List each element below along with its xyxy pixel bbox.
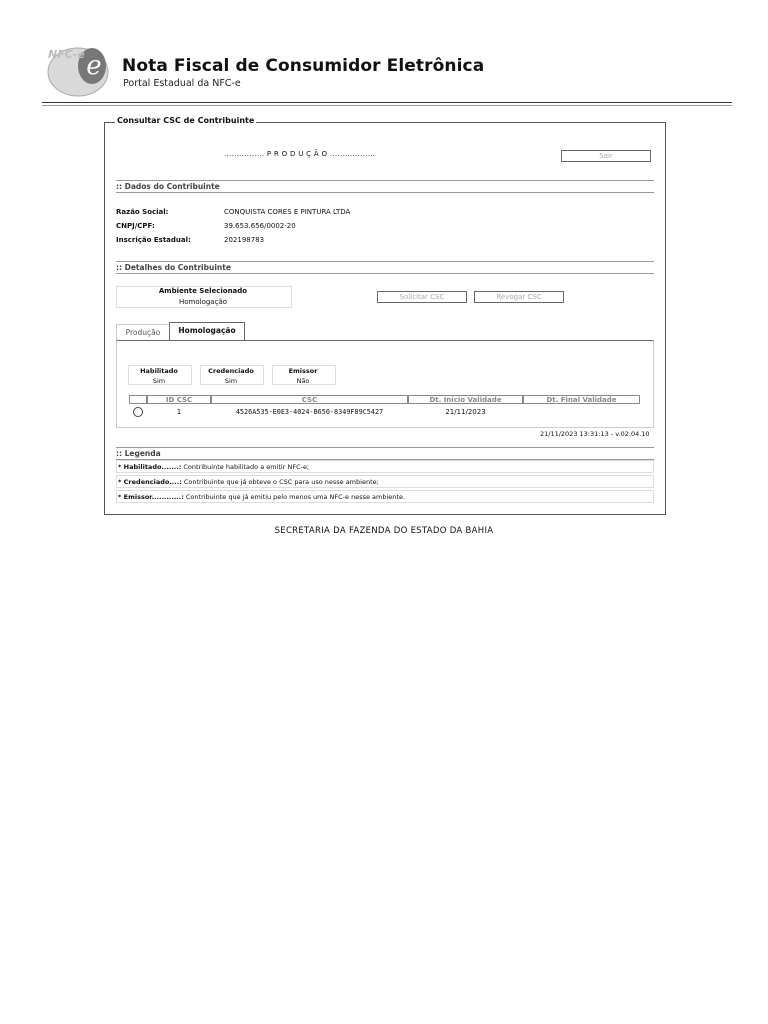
tab-producao[interactable]: Produção: [116, 324, 169, 341]
legend-desc: Contribuinte habilitado a emitir NFC-e;: [181, 463, 310, 471]
credenciado-label: Credenciado: [208, 367, 254, 375]
credenciado-value: Sim: [224, 377, 238, 385]
environment-banner: ................ P R O D U Ç Ã O ..................: [224, 150, 376, 158]
table-header-id: ID CSC: [147, 395, 211, 404]
header-divider: [42, 102, 732, 103]
page-subtitle: Portal Estadual da NFC-e: [123, 78, 241, 89]
csc-row-inicio: 21/11/2023: [445, 408, 486, 416]
legend-emissor: [116, 490, 654, 503]
legend-habilitado: [116, 460, 654, 473]
razao-social-label: Razão Social:: [116, 208, 169, 216]
page-title: Nota Fiscal de Consumidor Eletrônica: [122, 56, 485, 76]
svg-text:e: e: [86, 51, 102, 81]
habilitado-value: Sim: [152, 377, 166, 385]
legend-desc: Contribuinte que já emitiu pelo menos uma NFC-e nesse ambiente.: [183, 493, 406, 501]
exit-button[interactable]: Sair: [561, 150, 651, 162]
header-divider-secondary: [42, 105, 732, 106]
cnpj-label: CNPJ/CPF:: [116, 222, 155, 230]
nfce-logo: [44, 40, 114, 100]
table-header-csc: CSC: [211, 395, 408, 404]
section-dados-title: :: Dados do Contribuinte: [116, 180, 654, 193]
emissor-value: Não: [296, 377, 310, 385]
cnpj-value: 39.653.656/0002-20: [224, 222, 296, 230]
table-header-inicio: Dt. Início Validade: [408, 395, 523, 404]
inscricao-label: Inscrição Estadual:: [116, 236, 191, 244]
csc-row-radio[interactable]: [133, 407, 143, 417]
emissor-label: Emissor: [288, 367, 318, 375]
ambiente-header: Ambiente Selecionado: [158, 287, 248, 295]
habilitado-label: Habilitado: [140, 367, 178, 375]
section-detalhes-title: :: Detalhes do Contribuinte: [116, 261, 654, 274]
razao-social-value: CONQUISTA CORES E PINTURA LTDA: [224, 208, 351, 216]
solicitar-csc-button[interactable]: Solicitar CSC: [377, 291, 467, 303]
ambiente-value: Homologação: [178, 298, 228, 306]
legend-term: * Credenciado....:: [118, 478, 182, 486]
timestamp-version: 21/11/2023 13:31:13 - v.02.04.10: [540, 430, 650, 438]
legend-desc: Contribuinte que já obteve o CSC para uso nesse ambiente;: [181, 478, 379, 486]
inscricao-value: 202198783: [224, 236, 265, 244]
legend-credenciado: [116, 475, 654, 488]
logo-text: NFC-e: [48, 48, 85, 61]
table-header-select: [129, 395, 147, 404]
footer-agency: SECRETARIA DA FAZENDA DO ESTADO DA BAHIA: [274, 526, 494, 536]
section-legenda-title: :: Legenda: [116, 447, 654, 460]
revogar-csc-button[interactable]: Revogar CSC: [474, 291, 564, 303]
legend-term: * Habilitado.......:: [118, 463, 182, 471]
tab-homologacao[interactable]: Homologação: [169, 322, 245, 341]
legend-term: * Emissor............:: [118, 493, 184, 501]
csc-row-id: 1: [176, 408, 182, 416]
csc-row-code: 4526A535-E0E3-4024-B650-8349F89C5427: [235, 408, 384, 416]
table-header-final: Dt. Final Validade: [523, 395, 640, 404]
panel-legend: Consultar CSC de Contribuinte: [117, 116, 255, 125]
